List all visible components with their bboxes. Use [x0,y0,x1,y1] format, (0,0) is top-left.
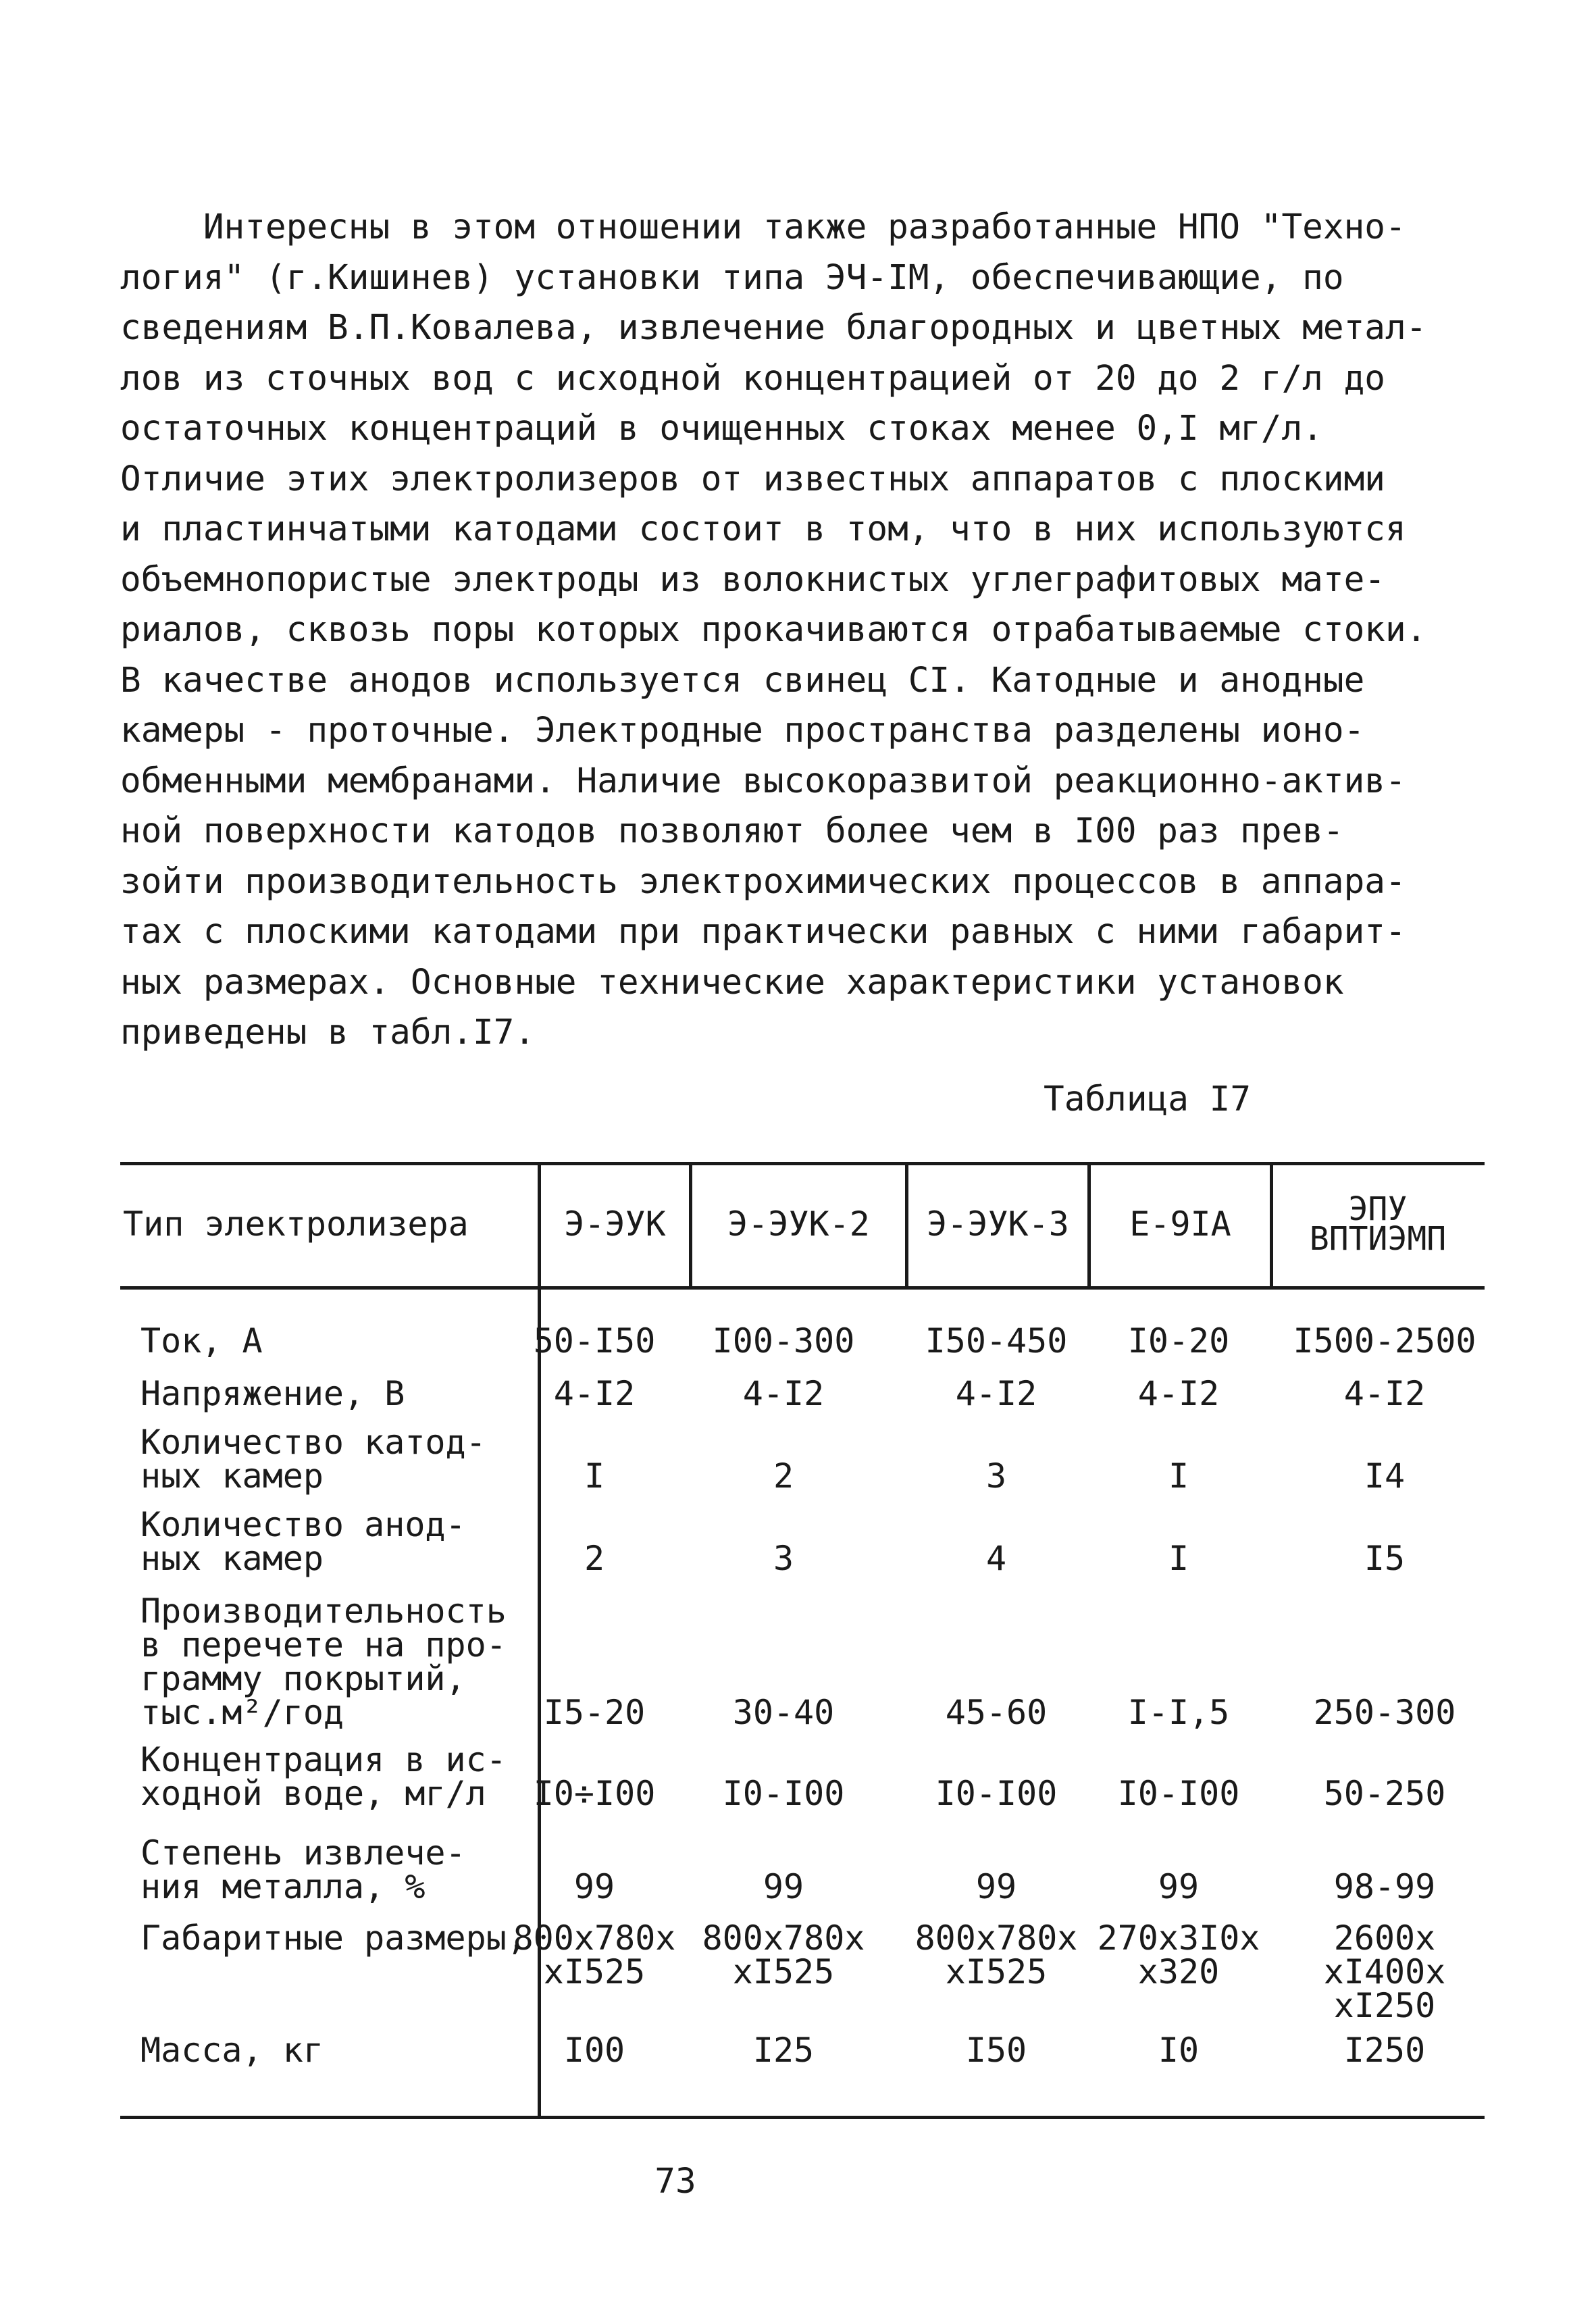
table-cell-line: 99 [1158,1867,1200,1906]
table-cell-line: xI525 [945,1952,1048,1991]
table-cell-line: I [1168,1539,1189,1578]
table-cell-line: I5 [1364,1539,1406,1578]
table-cell-line: 3 [773,1539,794,1578]
table-cell-line: I-I,5 [1127,1693,1230,1732]
table-caption: Таблица I7 [1044,1079,1252,1119]
table-cell-line: I0-I00 [1117,1774,1240,1813]
table-cell [507,1539,682,1578]
table-header-column: Э-ЭУК-3 [927,1204,1069,1244]
table-row-label [140,1918,532,1958]
table-cell-line: 250-300 [1313,1693,1456,1732]
table-cell [1283,1456,1486,1496]
table-cell-line: 270x3I0x [1097,1918,1260,1958]
table-cell [1084,1693,1273,1732]
paragraph-line: лов из сточных вод с исходной концентрацией от 20 до 2 г/л до [120,358,1385,399]
paragraph-line: тах с плоскими катодами при практически равных с ними габарит- [120,912,1406,952]
paragraph-line: В качестве анодов используется свинец CI. Катодные и анодные [120,660,1365,701]
table-cell-line: 99 [763,1867,804,1906]
page-number: 73 [654,2162,696,2202]
table-cell [1084,1456,1273,1496]
table-cell-line: I0÷I00 [533,1774,656,1813]
table-cell [1084,1918,1273,1991]
table-cell-line: 2 [773,1456,794,1496]
table-cell [682,1374,885,1413]
paragraph-line: обменными мембранами. Наличие высокоразвитой реакционно-актив- [120,761,1406,801]
table-header-rule [120,1286,1485,1290]
table-cell-line: 4-I2 [1137,1374,1220,1413]
table-bottom-rule [120,2116,1485,2119]
table-cell-line: 45-60 [945,1693,1048,1732]
table-cell-line: xI525 [732,1952,835,1991]
table-cell-line: 50-250 [1323,1774,1446,1813]
table-row-label-line: ных камер [140,1539,324,1578]
table-row-label-line: грамму покрытий, [140,1659,466,1698]
table-cell [895,2031,1098,2070]
table-row-label-line: Концентрация в ис- [140,1740,507,1779]
table-cell [1283,2031,1486,2070]
table-row-label [140,1321,532,1361]
paragraph-line: приведены в табл.I7. [120,1013,536,1052]
table-cell-line: x320 [1137,1952,1220,1991]
table-cell-line: 4 [985,1539,1007,1578]
paragraph-line: сведениям В.П.Ковалева, извлечение благородных и цветных метал- [120,308,1427,348]
table-cell-line: I500-2500 [1293,1321,1476,1361]
table-row-label [140,1505,532,1578]
table-cell [507,1918,682,1991]
paragraph-line: логия" (г.Кишинев) установки типа ЭЧ-IM, обеспечивающие, по [120,257,1344,298]
table-cell-line: I00-300 [712,1321,855,1361]
table-cell-line: I00 [563,2031,625,2070]
table-cell-line: I4 [1364,1456,1406,1496]
table-header-column: Е-9IA [1129,1204,1231,1244]
table-cell-line: I0-20 [1127,1321,1230,1361]
table-cell [682,1321,885,1361]
table-cell-line: I [1168,1456,1189,1496]
table-cell [682,1867,885,1906]
table-cell [507,1867,682,1906]
table-cell [1084,1774,1273,1813]
table-cell [895,1918,1098,1991]
paragraph-line: зойти производительность электрохимических процессов в аппара- [120,861,1406,902]
table-cell [507,1774,682,1813]
table-cell [682,1539,885,1578]
table-cell-line: 30-40 [732,1693,835,1732]
table-cell [1283,1918,1486,2025]
table-cell [895,1321,1098,1361]
table-row-label-line: Степень извлече- [140,1833,466,1873]
table-row-label-line: Напряжение, В [140,1374,405,1413]
table-cell [895,1774,1098,1813]
table-cell-line: 4-I2 [1343,1374,1426,1413]
table-cell [682,1693,885,1732]
table-cell-line: 99 [573,1867,615,1906]
table-cell-line: 800x780x [702,1918,865,1958]
table-cell [895,1374,1098,1413]
table-cell [1283,1693,1486,1732]
table-row-label-line: ных камер [140,1456,324,1496]
table-row-label [140,1833,532,1906]
table-header-column: Э-ЭУК [564,1204,666,1244]
table-row-label [140,1592,532,1732]
table-cell-line: 50-I50 [533,1321,656,1361]
table-cell-line: I0 [1158,2031,1200,2070]
table-cell-line: 800x780x [915,1918,1078,1958]
table-cell-line: xI525 [543,1952,646,1991]
table-cell [1084,2031,1273,2070]
paragraph-line: ной поверхности катодов позволяют более чем в I00 раз прев- [120,811,1344,851]
table-cell [1084,1374,1273,1413]
table-cell [682,1918,885,1991]
table-row-label-line: Производительность [140,1592,507,1631]
body-paragraph [120,203,1458,1059]
table-cell [507,2031,682,2070]
table-cell [1283,1374,1486,1413]
paragraph-line: объемнопористые электроды из волокнистых углеграфитовых мате- [120,559,1385,600]
table-cell-line: 800x780x [513,1918,676,1958]
table-cell [507,1456,682,1496]
table-header-line: ЭПУ [1348,1190,1408,1228]
paragraph-line: Отличие этих электролизеров от известных аппаратов с плоскими [120,459,1385,499]
paragraph-line: Интересны в этом отношении также разработанные НПО "Техно- [120,207,1406,247]
table-row-label-line: ния металла, % [140,1867,426,1906]
table-cell-line: 2 [584,1539,605,1578]
table-cell-line: 98-99 [1333,1867,1436,1906]
table-cell-line: I [584,1456,605,1496]
table-cell [682,2031,885,2070]
table-cell-line: I0-I00 [722,1774,845,1813]
table-row-label-line: Количество катод- [140,1423,486,1462]
paragraph-line: остаточных концентраций в очищенных стоках менее 0,I мг/л. [120,409,1323,449]
table-cell [1283,1321,1486,1361]
table-header-line: ВПТИЭМП [1309,1220,1447,1258]
table-row-label-line: тыс.м²/год [140,1693,344,1732]
table-row-label-line: в перечете на про- [140,1625,507,1664]
table-cell-line: I0-I00 [935,1774,1058,1813]
table-cell [895,1456,1098,1496]
table-row-label-line: Количество анод- [140,1505,466,1544]
table-cell-line: xI250 [1333,1986,1436,2025]
table-cell [682,1456,885,1496]
table-cell [895,1693,1098,1732]
table-header-column: Э-ЭУК-2 [727,1204,870,1244]
table-cell-line: I50-450 [925,1321,1068,1361]
table-cell [507,1321,682,1361]
table-row-label [140,1423,532,1496]
table-cell-line: I250 [1343,2031,1426,2070]
table-row-label-line: Ток, А [140,1321,263,1361]
table-cell [1283,1539,1486,1578]
table-cell [682,1774,885,1813]
table-cell [1084,1867,1273,1906]
table-cell-line: 4-I2 [742,1374,825,1413]
table-cell-line: I25 [752,2031,815,2070]
paragraph-line: риалов, сквозь поры которых прокачиваются отрабатываемые стоки. [120,610,1427,650]
paragraph-line: ных размерах. Основные технические характеристики установок [120,962,1344,1002]
table-cell-line: 4-I2 [955,1374,1037,1413]
table-cell-line: 99 [975,1867,1017,1906]
paragraph-line: камеры - проточные. Электродные пространства разделены ионо- [120,711,1365,751]
table-cell [1084,1321,1273,1361]
paragraph-line: и пластинчатыми катодами состоит в том, что в них используются [120,509,1406,549]
table-row-label [140,1374,532,1413]
table-cell-line: 3 [985,1456,1007,1496]
table-cell-line: 4-I2 [553,1374,636,1413]
table-row-label-line: Габаритные размеры, [140,1918,527,1958]
table-row-label-line: Масса, кг [140,2031,324,2070]
table-row-label-line: ходной воде, мг/л [140,1774,486,1813]
table-cell [507,1693,682,1732]
table-cell-line: I5-20 [543,1693,646,1732]
table-row-label [140,1740,532,1813]
table-cell [507,1374,682,1413]
table-header-type: Тип электролизера [123,1204,469,1244]
table-row-label [140,2031,532,2070]
table-cell-line: 2600x [1333,1918,1436,1958]
table-cell [1283,1774,1486,1813]
table-cell-line: I50 [965,2031,1027,2070]
table-cell [895,1867,1098,1906]
table-cell [895,1539,1098,1578]
table-cell [1084,1539,1273,1578]
table-cell [1283,1867,1486,1906]
table-cell-line: xI400x [1323,1952,1446,1991]
table-header-column-last [1273,1162,1483,1286]
